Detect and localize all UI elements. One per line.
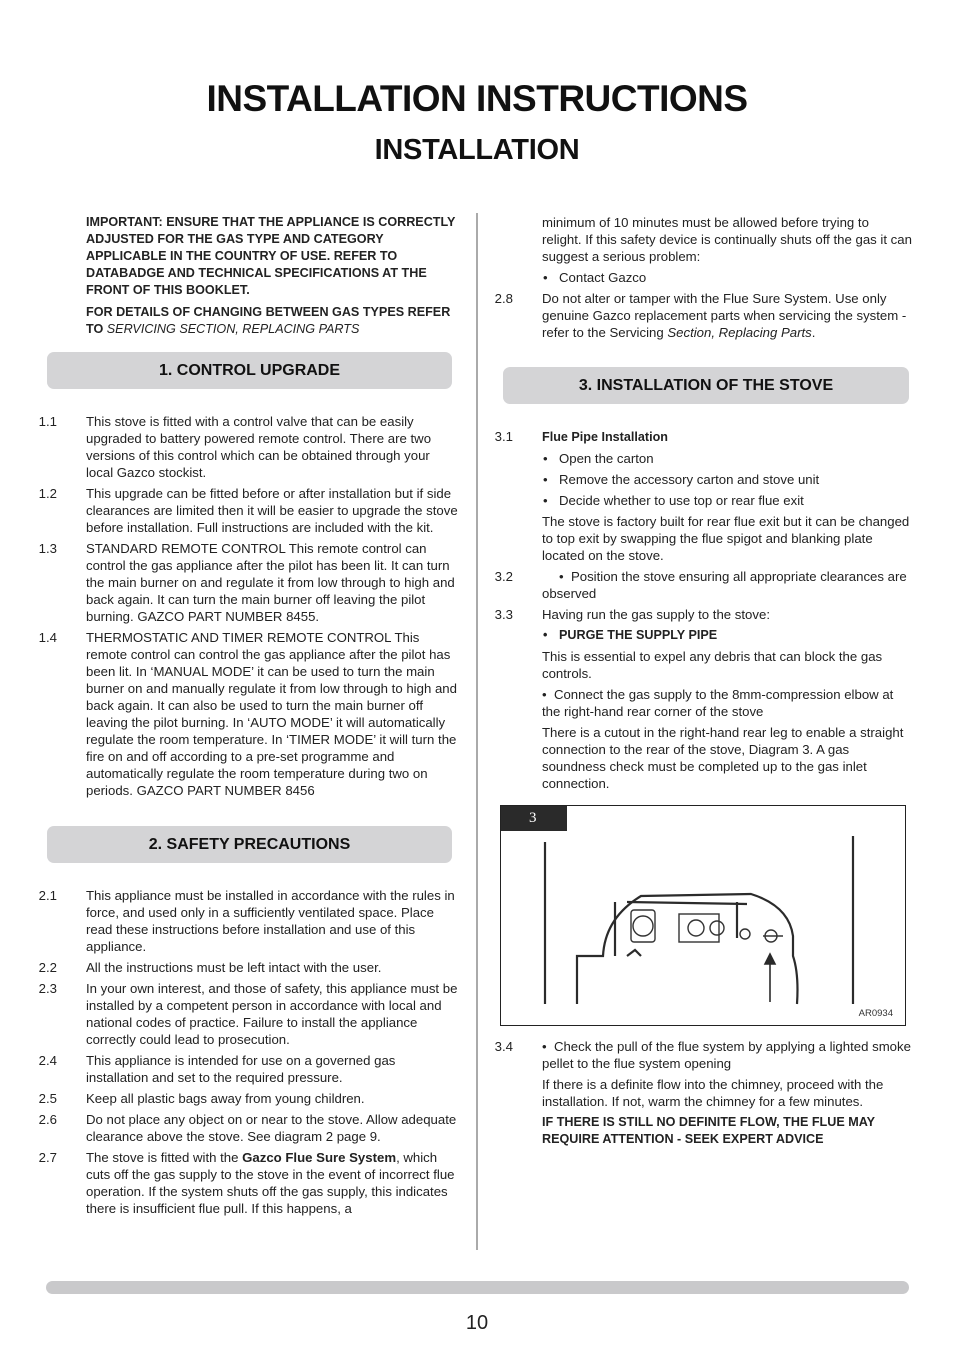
column-divider: [476, 213, 478, 1250]
paragraph: This is essential to expel any debris that can block the gas controls.: [542, 649, 883, 681]
list-item: 2.4 This appliance is intended for use on a governed gas installation and set to the required pressure.: [38, 1053, 396, 1085]
page-number: 10: [465, 1312, 489, 1334]
bullet-item: • Contact Gazco: [542, 269, 912, 286]
list-item: 1.3 STANDARD REMOTE CONTROL This remote control can control the gas appliance after the pilot has been lit. It can turn the main burner on and regulate it from low through to high and back again. It can turn the main burner off leaving the pilot burning. GAZCO PART NUMBER 8455.: [38, 541, 455, 624]
list-item: 1.2 This upgrade can be fitted before or after installation but if side clearances are limited then it will be easier to upgrade the stove before installation. Full instructions are included with the kit.: [38, 486, 458, 535]
paragraph: The stove is factory built for rear flue exit but it can be changed to top exit by swapping the flue spigot and blanking plate located on the stove.: [542, 514, 910, 563]
list-item: 2.5 Keep all plastic bags away from young children.: [38, 1091, 365, 1106]
bullet-item: • Open the carton: [542, 450, 912, 467]
stove-rear-illustration: [501, 806, 905, 1025]
list-item: 3.2 • Position the stove ensuring all appropriate clearances are observed: [494, 569, 907, 601]
list-item: 1.1 This stove is fitted with a control valve that can be easily upgraded to battery powered remote control. There are two versions of this control which can be obtained through your local Gazco stockist.: [38, 414, 432, 480]
footer-bar: [46, 1281, 909, 1294]
important-reference: SERVICING SECTION, REPLACING PARTS: [106, 322, 360, 336]
diagram-code: AR0934: [858, 1008, 893, 1019]
list-item: 1.4 THERMOSTATIC AND TIMER REMOTE CONTROL This remote control can control the gas appliance after the pilot has been lit. In ‘MANUAL MODE’ it can be used to turn the main burner on and manually regulate it from low through to high and back again. It can also be used to turn the main burner off leaving the pilot burning. In ‘AUTO MODE’ it will automatically regulate the room temperature. In ‘TIMER MODE’ it will turn the fire on and off according to a pre-set programme and automatically regulate the room temperature during two on periods. GAZCO PART NUMBER 8456: [38, 630, 457, 798]
diagram-3: [500, 805, 906, 1026]
installation-list: [496, 428, 912, 792]
paragraph: There is a cutout in the right-hand rear leg to enable a straight connection to the rear of the stove, Diagram 3. A gas soundness check must be completed up to the gas inlet connection.: [542, 725, 904, 791]
list-item: 2.3 In your own interest, and those of safety, this appliance must be installed by a competent person in accordance with local and national codes of practice. Failure to install the appliance correctly could lead to prosecution.: [38, 981, 458, 1047]
bullet-item: • PURGE THE SUPPLY PIPE: [542, 627, 912, 644]
left-column: [40, 214, 458, 1217]
page-title: INSTALLATION INSTRUCTIONS: [206, 78, 748, 119]
bullet-item: • Decide whether to use top or rear flue exit: [542, 492, 912, 509]
bullet-paragraph: • Connect the gas supply to the 8mm-compression elbow at the right-hand rear corner of the stove: [542, 687, 894, 719]
section-heading-control-upgrade: 1. CONTROL UPGRADE: [47, 352, 452, 389]
list-item: 2.1 This appliance must be installed in accordance with the rules in force, and used only in a sufficiently ventilated space. Place read these instructions before installation and use of this appliance.: [38, 888, 455, 954]
flue-sure-system-name: Gazco Flue Sure System: [242, 1150, 397, 1165]
list-item: 3.1 Flue Pipe Installation: [494, 429, 668, 444]
list-item: 2.6 Do not place any object on or near to the stove. Allow adequate clearance above the stove. See diagram 2 page 9.: [38, 1112, 457, 1144]
list-item: 2.7 The stove is fitted with the Gazco Flue Sure System, which cuts off the gas supply to the stove in the event of incorrect flue operation. If the system shuts off the gas supply, this indicates there is insufficient flue pull. If this happens, a: [38, 1150, 455, 1216]
important-line-1: IMPORTANT: ENSURE THAT THE APPLIANCE IS CORRECTLY ADJUSTED FOR THE GAS TYPE AND CATEGORY APPLICABLE IN THE COUNTRY OF USE. REFER TO DATABADGE AND TECHNICAL SPECIFICATIONS AT THE FRONT OF THIS BOOKLET.: [86, 215, 456, 297]
important-line-2: FOR DETAILS OF CHANGING BETWEEN GAS TYPES REFER TO SERVICING SECTION, REPLACING PARTS: [86, 305, 451, 336]
list-item: 3.3 Having run the gas supply to the stove:: [494, 607, 770, 622]
page-subtitle: INSTALLATION: [374, 134, 580, 166]
bullet-item: • Remove the accessory carton and stove unit: [542, 471, 912, 488]
list-item: 2.8 Do not alter or tamper with the Flue Sure System. Use only genuine Gazco replacement parts when servicing the system - refer to the Servicing Section, Replacing Parts.: [494, 291, 907, 340]
flue-warning: IF THERE IS STILL NO DEFINITE FLOW, THE FLUE MAY REQUIRE ATTENTION - SEEK EXPERT ADVICE: [542, 1115, 875, 1146]
safety-list: [40, 887, 458, 1217]
control-upgrade-list: [40, 413, 458, 799]
section-heading-installation-of-the-stove: 3. INSTALLATION OF THE STOVE: [503, 367, 909, 404]
flue-check-list: [496, 1038, 912, 1148]
list-item: 2.2 All the instructions must be left intact with the user.: [38, 960, 382, 975]
diagram-number: 3: [501, 806, 567, 831]
item-2-7-continued: minimum of 10 minutes must be allowed before trying to relight. If this safety device is continually shuts off the gas it can suggest a serious problem:: [542, 215, 912, 264]
section-heading-safety-precautions: 2. SAFETY PRECAUTIONS: [47, 826, 452, 863]
paragraph: If there is a definite flow into the chimney, proceed with the installation. If not, warm the chimney for a few minutes.: [542, 1077, 884, 1109]
list-item: 3.4 • Check the pull of the flue system by applying a lighted smoke pellet to the flue system opening: [494, 1039, 911, 1071]
important-notice: [40, 214, 458, 338]
right-column: [496, 214, 912, 1148]
